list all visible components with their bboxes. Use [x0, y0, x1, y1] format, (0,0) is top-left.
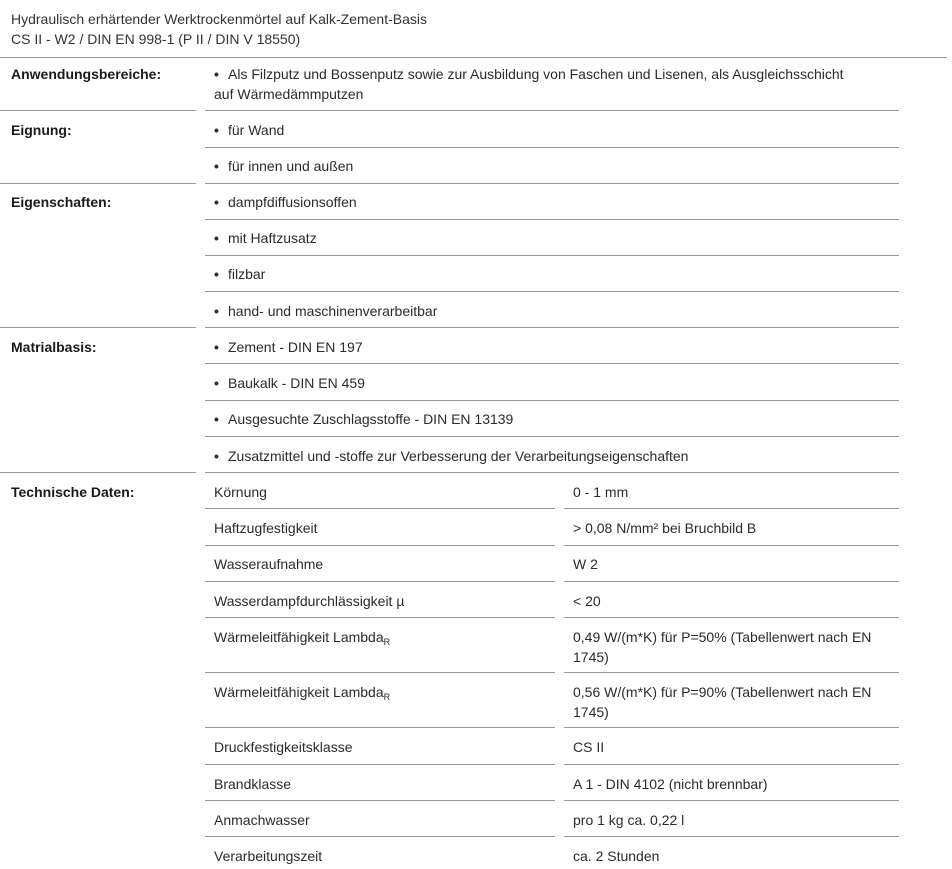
bullet-icon: • — [214, 158, 219, 174]
tech-data-key: Wasserdampfdurchlässigkeit µ — [214, 593, 405, 609]
row-divider — [564, 764, 899, 765]
header-standard: CS II - W2 / DIN EN 998-1 (P II / DIN V 18550) — [11, 31, 301, 47]
list-item: • mit Haftzusatz — [214, 230, 317, 246]
tech-data-value: 0,49 W/(m*K) für P=50% (Tabellenwert nach EN 1745) — [573, 629, 872, 665]
row-divider — [205, 363, 899, 364]
tech-data-key: Brandklasse — [214, 776, 292, 792]
row-divider — [205, 147, 899, 148]
row-divider — [205, 727, 555, 728]
row-divider — [205, 508, 555, 509]
row-divider — [205, 436, 899, 437]
bullet-icon: • — [214, 122, 219, 138]
section-label-eignung: Eignung: — [11, 122, 72, 138]
section-divider — [0, 110, 196, 111]
section-divider — [0, 327, 196, 328]
bullet-icon: • — [214, 66, 219, 82]
bullet-icon: • — [214, 230, 219, 246]
list-item: • hand- und maschinenverarbeitbar — [214, 303, 438, 319]
bullet-icon: • — [214, 411, 219, 427]
row-divider — [205, 581, 555, 582]
row-divider — [205, 545, 555, 546]
bullet-icon: • — [214, 194, 219, 210]
tech-data-key: Wasseraufnahme — [214, 556, 324, 572]
tech-data-value: > 0,08 N/mm² bei Bruchbild B — [573, 520, 757, 536]
tech-data-value: 0 - 1 mm — [573, 484, 629, 500]
list-item: • filzbar — [214, 266, 266, 282]
tech-data-value: W 2 — [573, 556, 598, 572]
bullet-icon: • — [214, 448, 219, 464]
row-divider — [564, 617, 899, 618]
row-divider — [205, 672, 555, 673]
tech-data-key: Verarbeitungszeit — [214, 848, 323, 864]
tech-data-value: pro 1 kg ca. 0,22 l — [573, 812, 685, 828]
row-divider — [205, 219, 899, 220]
tech-data-value: ca. 2 Stunden — [573, 848, 660, 864]
header-title: Hydraulisch erhärtender Werktrockenmörtel auf Kalk-Zement-Basis — [11, 11, 428, 27]
list-item: • Zement - DIN EN 197 — [214, 339, 363, 355]
tech-data-value: < 20 — [573, 593, 601, 609]
tech-data-key: Wärmeleitfähigkeit Lambda$_R$ — [214, 684, 391, 702]
tech-data-key: Anmachwasser — [214, 812, 310, 828]
list-item: • für Wand — [214, 122, 285, 138]
row-divider — [564, 727, 899, 728]
bullet-icon: • — [214, 303, 219, 319]
row-divider — [205, 327, 899, 328]
tech-data-key: Druckfestigkeitsklasse — [214, 739, 353, 755]
row-divider — [564, 581, 899, 582]
row-divider — [564, 672, 899, 673]
list-item: • dampfdiffusionsoffen — [214, 194, 357, 210]
section-divider — [0, 183, 196, 184]
row-divider — [205, 400, 899, 401]
row-divider — [205, 291, 899, 292]
row-divider — [205, 800, 555, 801]
tech-data-value: CS II — [573, 739, 605, 755]
tech-data-key: Körnung — [214, 484, 267, 500]
document-header — [11, 9, 427, 49]
row-divider — [564, 545, 899, 546]
list-item: • Ausgesuchte Zuschlagsstoffe - DIN EN 13139 — [214, 411, 514, 427]
section-label-anwendungsbereiche: Anwendungsbereiche: — [11, 66, 162, 82]
list-item: • Zusatzmittel und -stoffe zur Verbesserung der Verarbeitungseigenschaften — [214, 448, 689, 464]
tech-data-key: Haftzugfestigkeit — [214, 520, 318, 536]
row-divider — [205, 836, 555, 837]
section-divider — [0, 472, 196, 473]
list-item: • Baukalk - DIN EN 459 — [214, 375, 365, 391]
list-item: • für innen und außen — [214, 158, 354, 174]
tech-data-value: A 1 - DIN 4102 (nicht brennbar) — [573, 776, 768, 792]
row-divider — [564, 508, 899, 509]
row-divider — [205, 255, 899, 256]
row-divider — [205, 617, 555, 618]
section-label-technische-daten: Technische Daten: — [11, 484, 135, 500]
bullet-icon: • — [214, 339, 219, 355]
tech-data-value: 0,56 W/(m*K) für P=90% (Tabellenwert nach EN 1745) — [573, 684, 872, 720]
header-divider — [0, 57, 947, 58]
row-divider — [205, 764, 555, 765]
row-divider — [564, 800, 899, 801]
row-divider — [564, 836, 899, 837]
row-divider — [205, 110, 899, 111]
list-item: • Als Filzputz und Bossenputz sowie zur Ausbildung von Faschen und Lisenen, als Ausgleichsschicht auf Wärmedämmputzen — [214, 66, 844, 102]
bullet-icon: • — [214, 375, 219, 391]
tech-data-key: Wärmeleitfähigkeit Lambda$_R$ — [214, 629, 391, 647]
section-label-materialbasis: Matrialbasis: — [11, 339, 97, 355]
row-divider — [205, 472, 899, 473]
bullet-icon: • — [214, 266, 219, 282]
row-divider — [205, 183, 899, 184]
section-label-eigenschaften: Eigenschaften: — [11, 194, 112, 210]
